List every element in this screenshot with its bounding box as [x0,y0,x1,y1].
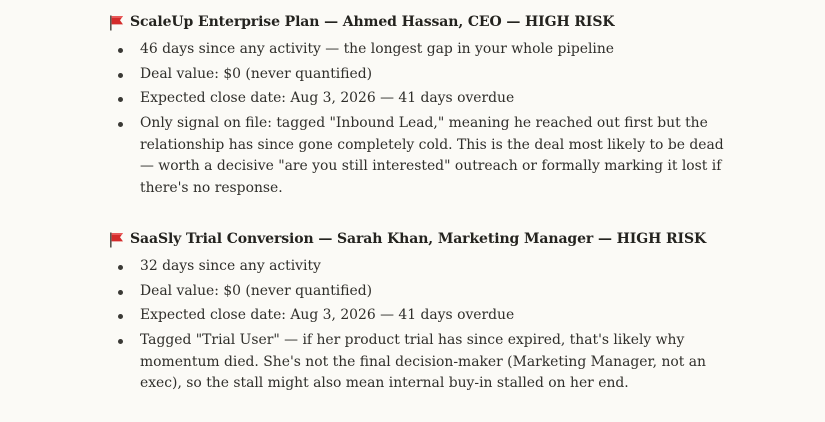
list-item: Expected close date: Aug 3, 2026 — 41 days overdue [108,88,740,110]
red-flag-icon [108,14,125,31]
deal-heading [108,228,808,250]
list-item: Tagged "Trial User" — if her product trial has since expired, that's likely why momentum died. She's not the final decision-maker (Marketing Manager, not an exec), so the stall might also mean internal buy-in stalled on her end. [108,330,740,395]
deal-heading-text: SaaSly Trial Conversion — Sarah Khan, Marketing Manager — HIGH RISK [130,231,707,247]
deal-heading-text: ScaleUp Enterprise Plan — Ahmed Hassan, CEO — HIGH RISK [130,14,615,30]
list-item: 46 days since any activity — the longest gap in your whole pipeline [108,39,740,61]
deal-section-saasly [108,228,808,398]
deal-details-list [108,256,808,395]
list-item: Deal value: $0 (never quantified) [108,281,740,303]
list-item: 32 days since any activity [108,256,740,278]
red-flag-icon [108,231,125,248]
deal-heading [108,11,808,33]
deal-details-list [108,39,808,199]
deal-section-scaleup [108,11,808,202]
list-item: Only signal on file: tagged "Inbound Lead," meaning he reached out first but the relationship has since gone completely cold. This is the deal most likely to be dead — worth a decisive "are you still interested" outreach or formally marking it lost if there's no response. [108,113,740,199]
list-item: Deal value: $0 (never quantified) [108,64,740,86]
list-item: Expected close date: Aug 3, 2026 — 41 days overdue [108,305,740,327]
